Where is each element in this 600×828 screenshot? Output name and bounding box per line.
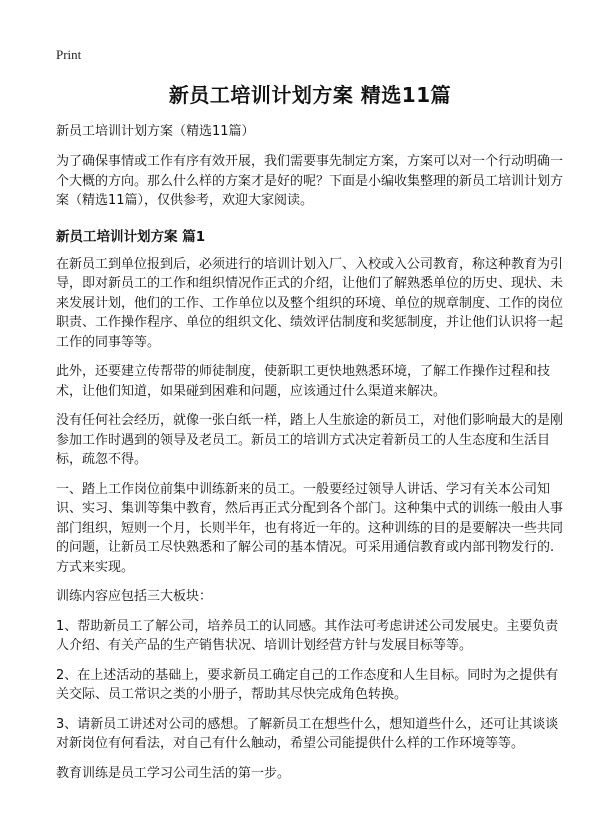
body-paragraph: 训练内容应包括三大板块： [56, 589, 213, 604]
page-title: 新员工培训计划方案 精选11篇 [168, 83, 452, 107]
body-paragraph: 此外，还要建立传帮带的师徒制度，使新职工更快地熟悉环境，了解工作操作过程和技术，让他们知道，如果碰到困难和问题，应该通过什么渠道来解决。 [56, 364, 551, 399]
body-paragraph: 没有任何社会经历，就像一张白纸一样，踏上人生旅途的新员工，对他们影响最大的是刚参加工作时遇到的领导及老员工。新员工的培训方式决定着新员工的人生态度和生活目标，疏忽不得。 [56, 413, 564, 467]
list-item: 2、在上述活动的基础上，要求新员工确定自己的工作态度和人生目标。同时为之提供有关交际、员工常识之类的小册子，帮助其尽快完成角色转换。 [56, 667, 559, 702]
print-link[interactable]: Print [56, 47, 82, 62]
body-paragraph: 教育训练是员工学习公司生活的第一步。 [56, 765, 291, 781]
body-paragraph: 在新员工到单位报到后，必须进行的培训计划入厂、入校或入公司教育，称这种教育为引导，即对新员工的工作和组织情况作正式的介绍，让他们了解熟悉单位的历史、现状、未来发展计划，他们的工作、工作单位以及整个组织的环境、单位的规章制度、工作的岗位职责、工作操作程序、单位的组织文化、绩效评估制度和奖惩制度，并让他们认识将一起工作的同事等等。 [56, 256, 564, 350]
body-paragraph: 一、踏上工作岗位前集中训练新来的员工。一般要经过领导人讲话、学习有关本公司知识、实习、集训等集中教育，然后再正式分配到各个部门。这种集中式的训练一般由人事部门组织，短则一个月，长则半年，也有将近一年的。这种训练的目的是要解决一些共同的问题，让新员工尽快熟悉和了解公司的基本情况。可采用通信教育或内部刊物发行的.方式来实现。 [56, 481, 564, 575]
list-item: 1、帮助新员工了解公司，培养员工的认同感。其作法可考虑讲述公司发展史。主要负责人介绍、有关产品的生产销售状况、培训计划经营方针与发展目标等等。 [56, 618, 559, 653]
intro-paragraph: 为了确保事情或工作有序有效开展，我们需要事先制定方案，方案可以对一个行动明确一个大概的方向。那么什么样的方案才是好的呢？下面是小编收集整理的新员工培训计划方案（精选11篇），仅供参考，欢迎大家阅读。 [56, 154, 564, 208]
section-heading: 新员工培训计划方案 篇1 [56, 228, 206, 245]
document-subtitle: 新员工培训计划方案（精选11篇） [56, 124, 255, 139]
list-item: 3、请新员工讲述对公司的感想。了解新员工在想些什么，想知道些什么，还可让其谈谈对新岗位有何看法，对自己有什么触动，希望公司能提供什么样的工作环境等等。 [56, 716, 559, 751]
